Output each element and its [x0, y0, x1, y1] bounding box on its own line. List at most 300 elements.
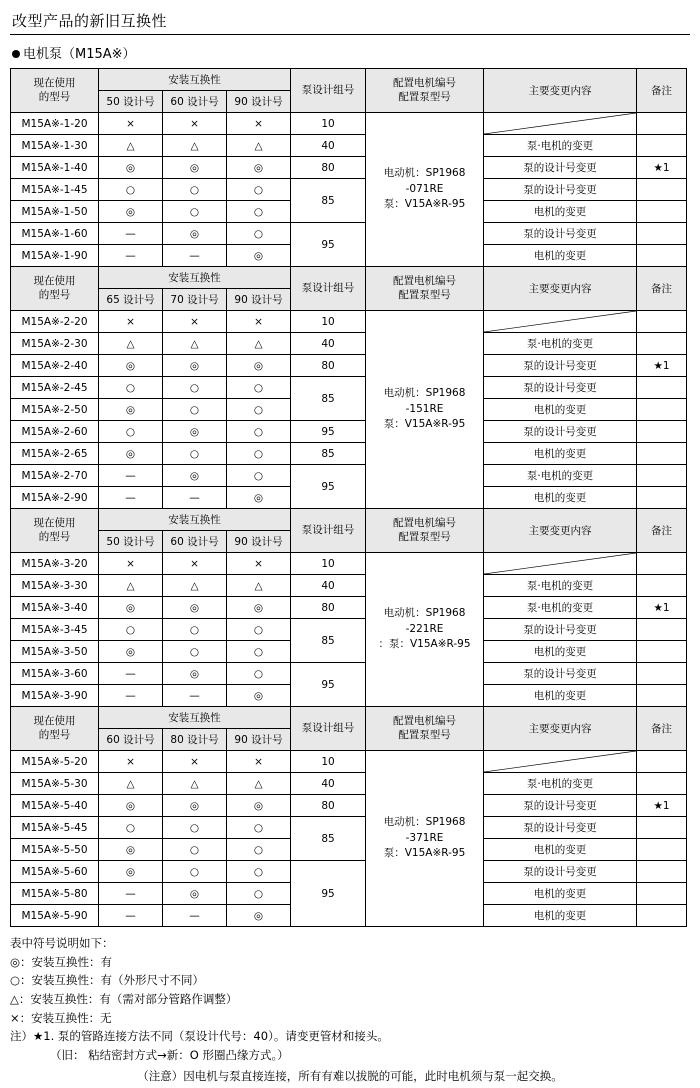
legend-item-3: ×：安装互换性：无	[10, 1010, 112, 1025]
cell-compat-0: ◎	[99, 355, 163, 377]
diagonal-strike-icon	[484, 751, 636, 772]
table-row	[11, 817, 687, 839]
cell-compat-2: ◎	[227, 245, 291, 267]
header-pump-design-group: 泵设计组号	[291, 509, 366, 553]
cell-compat-0: △	[99, 135, 163, 157]
cell-compat-2: ◎	[227, 905, 291, 927]
header-current-model-line1: 现在使用	[33, 517, 76, 530]
cell-compat-0: ○	[99, 377, 163, 399]
header-design-no-0: 65 设计号	[99, 289, 163, 311]
cell-compat-2: ×	[227, 113, 291, 135]
header-config	[366, 509, 484, 553]
cell-model: M15A※-2-30	[11, 333, 99, 355]
cell-main-change: 泵的设计号变更	[484, 663, 637, 685]
table-row	[11, 861, 687, 883]
diagonal-strike-icon	[484, 311, 636, 332]
cell-pump-design-group: 85	[291, 817, 366, 861]
cell-compat-0: ◎	[99, 861, 163, 883]
cell-main-change: 泵·电机的变更	[484, 597, 637, 619]
header-remarks: 备注	[637, 707, 687, 751]
cell-main-change: 电机的变更	[484, 883, 637, 905]
cell-compat-1: ◎	[163, 465, 227, 487]
cell-model: M15A※-1-20	[11, 113, 99, 135]
cell-model: M15A※-3-90	[11, 685, 99, 707]
cell-compat-2: ○	[227, 201, 291, 223]
cell-compat-0: ◎	[99, 839, 163, 861]
cell-main-change: 电机的变更	[484, 487, 637, 509]
header-config-line2: 配置泵型号	[398, 90, 451, 103]
header-design-no-1: 70 设计号	[163, 289, 227, 311]
cell-pump-design-group: 95	[291, 861, 366, 927]
cell-model: M15A※-5-45	[11, 817, 99, 839]
config-pump-line: 泵：V15A※R-95	[383, 418, 466, 431]
legend-block	[10, 934, 690, 1064]
cell-pump-design-group: 80	[291, 157, 366, 179]
cell-model: M15A※-3-50	[11, 641, 99, 663]
cell-model: M15A※-3-30	[11, 575, 99, 597]
cell-compat-2: ×	[227, 751, 291, 773]
cell-compat-2: ○	[227, 377, 291, 399]
header-remarks: 备注	[637, 509, 687, 553]
cell-pump-design-group: 95	[291, 663, 366, 707]
cell-compat-2: ×	[227, 311, 291, 333]
cell-remark	[637, 333, 687, 355]
table-row	[11, 619, 687, 641]
header-current-model-line2: 的型号	[38, 90, 71, 103]
cell-pump-design-group: 95	[291, 421, 366, 443]
cell-compat-0: ×	[99, 311, 163, 333]
cell-remark	[637, 245, 687, 267]
cell-compat-1: ◎	[163, 597, 227, 619]
table-row	[11, 421, 687, 443]
cell-pump-design-group: 40	[291, 575, 366, 597]
header-config	[366, 69, 484, 113]
cell-main-change: 电机的变更	[484, 201, 637, 223]
cell-compat-2: ○	[227, 839, 291, 861]
cell-compat-0: △	[99, 333, 163, 355]
cell-remark: ★1	[637, 597, 687, 619]
cell-remark	[637, 773, 687, 795]
page-title: 改型产品的新旧互换性	[12, 12, 168, 30]
cell-compat-0: —	[99, 883, 163, 905]
cell-remark	[637, 575, 687, 597]
cell-compat-1: ◎	[163, 421, 227, 443]
cell-compat-1: ○	[163, 443, 227, 465]
header-config	[366, 267, 484, 311]
legend-item-0: ◎：安装互换性：有	[10, 954, 113, 969]
cell-model: M15A※-5-80	[11, 883, 99, 905]
cell-compat-2: △	[227, 333, 291, 355]
header-config-line1: 配置电机编号	[393, 714, 457, 727]
table-row	[11, 553, 687, 575]
cell-main-change: 电机的变更	[484, 399, 637, 421]
cell-compat-0: ◎	[99, 201, 163, 223]
header-current-model-line1: 现在使用	[33, 275, 76, 288]
header-main-changes: 主要变更内容	[484, 69, 637, 113]
cell-remark	[637, 839, 687, 861]
cell-compat-1: ◎	[163, 223, 227, 245]
cell-compat-1: ◎	[163, 883, 227, 905]
cell-model: M15A※-2-70	[11, 465, 99, 487]
table-row	[11, 751, 687, 773]
cell-remark	[637, 465, 687, 487]
cell-pump-design-group: 40	[291, 773, 366, 795]
header-design-no-0: 60 设计号	[99, 729, 163, 751]
table-row	[11, 377, 687, 399]
cell-compat-1: ○	[163, 641, 227, 663]
cell-pump-design-group: 80	[291, 795, 366, 817]
header-current-model-line1: 现在使用	[33, 715, 76, 728]
cell-main-change: 泵的设计号变更	[484, 795, 637, 817]
header-current-model	[11, 69, 99, 113]
cell-remark	[637, 135, 687, 157]
header-current-model-line1: 现在使用	[33, 77, 76, 90]
header-pump-design-group: 泵设计组号	[291, 707, 366, 751]
cell-compat-1: ◎	[163, 157, 227, 179]
cell-compat-1: ○	[163, 179, 227, 201]
header-main-changes: 主要变更内容	[484, 707, 637, 751]
cell-pump-design-group: 95	[291, 223, 366, 267]
header-main-changes: 主要变更内容	[484, 509, 637, 553]
cell-compat-1: ×	[163, 751, 227, 773]
cell-compat-1: ◎	[163, 795, 227, 817]
header-config-line1: 配置电机编号	[393, 76, 457, 89]
cell-model: M15A※-2-60	[11, 421, 99, 443]
cell-main-change: 泵·电机的变更	[484, 773, 637, 795]
cell-compat-2: ◎	[227, 597, 291, 619]
cell-compat-1: ×	[163, 553, 227, 575]
header-design-no-2: 90 设计号	[227, 531, 291, 553]
cell-pump-design-group: 10	[291, 751, 366, 773]
header-design-no-0: 50 设计号	[99, 531, 163, 553]
header-config-line2: 配置泵型号	[398, 530, 451, 543]
cell-compat-2: ○	[227, 663, 291, 685]
legend-item-1: ○：安装互换性：有（外形尺寸不同）	[10, 973, 205, 988]
cell-model: M15A※-2-65	[11, 443, 99, 465]
header-current-model	[11, 707, 99, 751]
cell-model: M15A※-1-45	[11, 179, 99, 201]
cell-remark	[637, 311, 687, 333]
note-label: 注）	[10, 1029, 33, 1044]
section-heading	[12, 43, 690, 62]
cell-compat-1: ○	[163, 817, 227, 839]
cell-model: M15A※-5-50	[11, 839, 99, 861]
cell-model: M15A※-5-20	[11, 751, 99, 773]
header-design-no-2: 90 设计号	[227, 289, 291, 311]
cell-remark	[637, 751, 687, 773]
cell-compat-2: ○	[227, 817, 291, 839]
cell-model: M15A※-2-50	[11, 399, 99, 421]
cell-model: M15A※-5-40	[11, 795, 99, 817]
cell-remark	[637, 421, 687, 443]
cell-main-change: 泵的设计号变更	[484, 179, 637, 201]
cell-compat-0: ○	[99, 179, 163, 201]
cell-main-change: 电机的变更	[484, 443, 637, 465]
cell-pump-design-group: 40	[291, 135, 366, 157]
cell-compat-1: △	[163, 135, 227, 157]
cell-model: M15A※-3-60	[11, 663, 99, 685]
diagonal-strike-icon	[484, 553, 636, 574]
cell-model: M15A※-2-20	[11, 311, 99, 333]
cell-main-change: 电机的变更	[484, 905, 637, 927]
cell-compat-0: ○	[99, 421, 163, 443]
diagonal-strike-icon	[484, 113, 636, 134]
cell-compat-0: ◎	[99, 399, 163, 421]
cell-compat-0: ×	[99, 553, 163, 575]
cell-main-change: 电机的变更	[484, 641, 637, 663]
cell-pump-design-group: 10	[291, 311, 366, 333]
cell-remark	[637, 553, 687, 575]
cell-pump-design-group: 85	[291, 619, 366, 663]
cell-model: M15A※-5-30	[11, 773, 99, 795]
cell-compat-2: △	[227, 135, 291, 157]
header-remarks: 备注	[637, 69, 687, 113]
cell-remark: ★1	[637, 355, 687, 377]
config-motor-line1: 电动机：SP1968	[383, 815, 466, 828]
cell-compat-1: —	[163, 487, 227, 509]
cell-remark	[637, 861, 687, 883]
cell-compat-0: —	[99, 487, 163, 509]
cell-remark	[637, 905, 687, 927]
cell-main-change	[484, 751, 637, 773]
cell-remark	[637, 641, 687, 663]
section-heading-label: 电机泵（M15A※）	[23, 47, 136, 62]
cell-compat-0: △	[99, 773, 163, 795]
cell-compat-1: ○	[163, 619, 227, 641]
cell-compat-0: —	[99, 685, 163, 707]
header-main-changes: 主要变更内容	[484, 267, 637, 311]
cell-remark	[637, 179, 687, 201]
cell-pump-design-group: 40	[291, 333, 366, 355]
cell-model: M15A※-1-30	[11, 135, 99, 157]
header-design-no-0: 50 设计号	[99, 91, 163, 113]
table-row	[11, 157, 687, 179]
cell-compat-1: —	[163, 245, 227, 267]
table-row	[11, 311, 687, 333]
cell-compat-1: ○	[163, 839, 227, 861]
filled-circle-bullet-icon	[12, 50, 20, 58]
cell-compat-0: ◎	[99, 157, 163, 179]
header-config	[366, 707, 484, 751]
table-row	[11, 135, 687, 157]
cell-compat-1: ○	[163, 861, 227, 883]
cell-compat-0: —	[99, 905, 163, 927]
cell-compat-1: ×	[163, 113, 227, 135]
cell-compat-2: △	[227, 575, 291, 597]
header-config-line1: 配置电机编号	[393, 274, 457, 287]
cell-remark	[637, 113, 687, 135]
cell-model: M15A※-3-40	[11, 597, 99, 619]
cell-pump-design-group: 85	[291, 443, 366, 465]
header-current-model	[11, 509, 99, 553]
cell-compat-1: —	[163, 685, 227, 707]
config-pump-line: 泵：V15A※R-95	[383, 847, 466, 860]
cell-compat-0: ◎	[99, 641, 163, 663]
header-design-no-2: 90 设计号	[227, 729, 291, 751]
cell-remark	[637, 685, 687, 707]
header-install-compat: 安装互换性	[99, 69, 291, 91]
table-row	[11, 663, 687, 685]
cell-model: M15A※-1-40	[11, 157, 99, 179]
cell-compat-0: ×	[99, 751, 163, 773]
title-divider	[10, 34, 690, 35]
cell-main-change	[484, 311, 637, 333]
cell-main-change: 泵·电机的变更	[484, 135, 637, 157]
cell-compat-0: —	[99, 663, 163, 685]
attention-note: （注意）因电机与泵直接连接，所有有难以拔脱的可能，此时电机须与泵一起交换。	[137, 1069, 563, 1084]
config-motor-line1: 电动机：SP1968	[383, 606, 466, 619]
cell-config-motor-pump	[366, 113, 484, 267]
header-config-line2: 配置泵型号	[398, 288, 451, 301]
table-header-row	[11, 69, 687, 91]
cell-main-change: 电机的变更	[484, 685, 637, 707]
cell-remark	[637, 487, 687, 509]
cell-remark	[637, 817, 687, 839]
header-pump-design-group: 泵设计组号	[291, 69, 366, 113]
cell-model: M15A※-1-50	[11, 201, 99, 223]
cell-main-change	[484, 113, 637, 135]
cell-main-change: 泵的设计号变更	[484, 861, 637, 883]
cell-pump-design-group: 85	[291, 377, 366, 421]
cell-main-change: 电机的变更	[484, 245, 637, 267]
cell-compat-1: ◎	[163, 355, 227, 377]
header-design-no-1: 60 设计号	[163, 531, 227, 553]
cell-main-change: 泵的设计号变更	[484, 421, 637, 443]
cell-remark	[637, 443, 687, 465]
cell-main-change: 泵的设计号变更	[484, 377, 637, 399]
table-row	[11, 113, 687, 135]
cell-compat-2: ○	[227, 179, 291, 201]
table-header-row	[11, 707, 687, 729]
config-pump-line: ：泵：V15A※R-95	[378, 638, 471, 651]
cell-compat-1: △	[163, 333, 227, 355]
legend-item-2: △：安装互换性：有（需对部分管路作调整）	[10, 991, 238, 1006]
cell-config-motor-pump	[366, 751, 484, 927]
cell-compat-0: —	[99, 223, 163, 245]
config-motor-line2: -071RE	[405, 182, 444, 195]
cell-compat-0: △	[99, 575, 163, 597]
table-row	[11, 355, 687, 377]
table-row	[11, 179, 687, 201]
cell-compat-2: ◎	[227, 355, 291, 377]
cell-compat-2: ◎	[227, 795, 291, 817]
config-motor-line2: -371RE	[405, 831, 444, 844]
cell-main-change: 泵的设计号变更	[484, 817, 637, 839]
header-install-compat: 安装互换性	[99, 267, 291, 289]
cell-remark: ★1	[637, 795, 687, 817]
table-row	[11, 443, 687, 465]
cell-compat-2: ○	[227, 421, 291, 443]
note-line-2: （旧： 粘结密封方式→新：O 形圈凸缘方式。）	[50, 1047, 289, 1062]
cell-compat-2: ○	[227, 223, 291, 245]
cell-model: M15A※-2-45	[11, 377, 99, 399]
header-current-model-line2: 的型号	[38, 728, 71, 741]
cell-compat-2: △	[227, 773, 291, 795]
legend-intro: 表中符号说明如下：	[10, 936, 114, 950]
cell-compat-2: ○	[227, 641, 291, 663]
cell-compat-2: ○	[227, 861, 291, 883]
cell-compat-0: ◎	[99, 443, 163, 465]
cell-model: M15A※-3-20	[11, 553, 99, 575]
config-motor-line2: -151RE	[405, 402, 444, 415]
cell-pump-design-group: 85	[291, 179, 366, 223]
cell-remark: ★1	[637, 157, 687, 179]
table-header-row	[11, 509, 687, 531]
header-design-no-2: 90 设计号	[227, 91, 291, 113]
table-row	[11, 223, 687, 245]
table-row	[11, 773, 687, 795]
cell-compat-2: ×	[227, 553, 291, 575]
cell-remark	[637, 883, 687, 905]
compatibility-table	[10, 68, 687, 927]
note-line-1	[10, 1027, 690, 1046]
cell-compat-1: ○	[163, 377, 227, 399]
cell-compat-2: ◎	[227, 685, 291, 707]
cell-pump-design-group: 10	[291, 113, 366, 135]
header-config-line2: 配置泵型号	[398, 728, 451, 741]
cell-compat-0: —	[99, 245, 163, 267]
cell-compat-2: ○	[227, 883, 291, 905]
cell-model: M15A※-2-40	[11, 355, 99, 377]
cell-compat-2: ○	[227, 465, 291, 487]
cell-compat-1: —	[163, 905, 227, 927]
cell-main-change: 泵的设计号变更	[484, 619, 637, 641]
cell-model: M15A※-3-45	[11, 619, 99, 641]
cell-model: M15A※-2-90	[11, 487, 99, 509]
header-design-no-1: 60 设计号	[163, 91, 227, 113]
cell-main-change: 电机的变更	[484, 839, 637, 861]
cell-remark	[637, 377, 687, 399]
cell-compat-2: ○	[227, 399, 291, 421]
cell-main-change: 泵的设计号变更	[484, 157, 637, 179]
cell-compat-2: ○	[227, 619, 291, 641]
cell-model: M15A※-5-90	[11, 905, 99, 927]
header-install-compat: 安装互换性	[99, 707, 291, 729]
cell-remark	[637, 399, 687, 421]
cell-pump-design-group: 10	[291, 553, 366, 575]
table-header-row	[11, 267, 687, 289]
cell-main-change: 泵·电机的变更	[484, 575, 637, 597]
config-motor-line1: 电动机：SP1968	[383, 166, 466, 179]
header-config-line1: 配置电机编号	[393, 516, 457, 529]
cell-compat-0: ◎	[99, 795, 163, 817]
cell-remark	[637, 223, 687, 245]
table-row	[11, 465, 687, 487]
cell-main-change: 泵·电机的变更	[484, 333, 637, 355]
table-row	[11, 597, 687, 619]
cell-compat-1: ○	[163, 399, 227, 421]
cell-main-change	[484, 553, 637, 575]
cell-model: M15A※-1-60	[11, 223, 99, 245]
cell-config-motor-pump	[366, 311, 484, 509]
cell-compat-0: ◎	[99, 597, 163, 619]
cell-compat-0: ×	[99, 113, 163, 135]
cell-pump-design-group: 95	[291, 465, 366, 509]
config-motor-line1: 电动机：SP1968	[383, 386, 466, 399]
cell-model: M15A※-5-60	[11, 861, 99, 883]
cell-remark	[637, 201, 687, 223]
cell-compat-1: △	[163, 575, 227, 597]
header-install-compat: 安装互换性	[99, 509, 291, 531]
cell-compat-2: ◎	[227, 487, 291, 509]
cell-pump-design-group: 80	[291, 355, 366, 377]
cell-main-change: 泵的设计号变更	[484, 223, 637, 245]
cell-compat-1: ×	[163, 311, 227, 333]
header-current-model-line2: 的型号	[38, 530, 71, 543]
cell-compat-0: ○	[99, 619, 163, 641]
cell-compat-2: ◎	[227, 157, 291, 179]
cell-pump-design-group: 80	[291, 597, 366, 619]
